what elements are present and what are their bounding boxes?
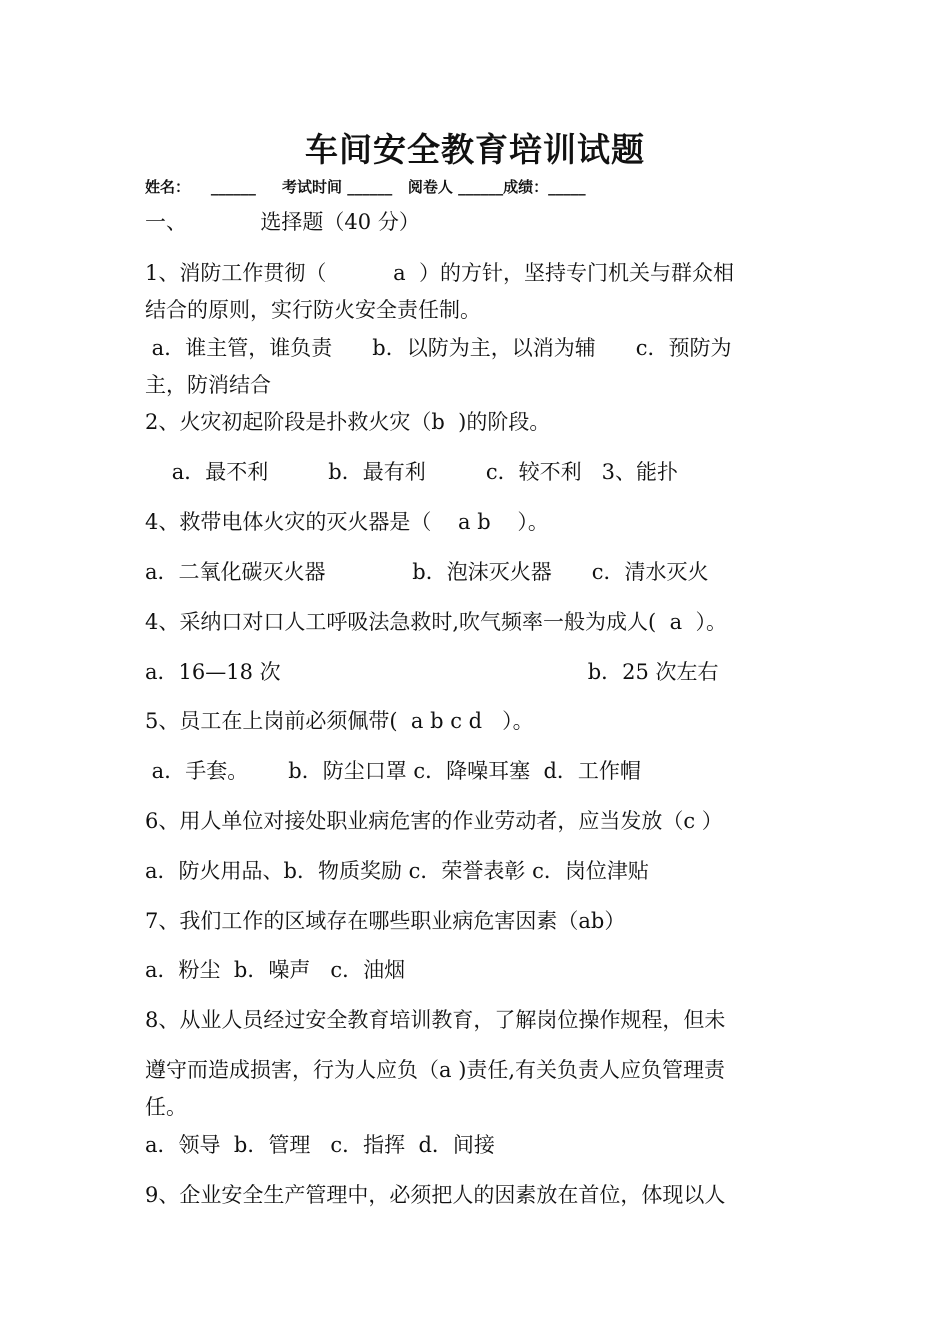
option-line: a．粉尘 b．噪声 c．油烟	[145, 958, 406, 982]
option-line: a．最不利 b．最有利 c．较不利 3、能扑	[145, 460, 678, 484]
option-line: a．二氧化碳灭火器 b．泡沫灭火器 c．清水灭火	[145, 560, 709, 584]
question-line: 5、员工在上岗前必须佩带( a b c d ）。	[145, 709, 534, 733]
option-line: 主，防消结合	[145, 373, 271, 397]
page-title: 车间安全教育培训试题	[305, 130, 645, 169]
question-line: 4、采纳口对口人工呼吸法急救时,吹气频率一般为成人( a ）。	[145, 610, 727, 634]
option-line: a．谁主管，谁负责 b．以防为主，以消为辅 c．预防为	[145, 336, 732, 360]
option-line: a．领导 b．管理 c．指挥 d．间接	[145, 1133, 495, 1157]
option-line: a．16—18 次 b．25 次左右	[145, 660, 719, 684]
question-line: 4、救带电体火灾的灭火器是（ a b ）。	[145, 510, 549, 534]
option-line: a．防火用品、b．物质奖励 c．荣誉表彰 c．岗位津贴	[145, 859, 649, 883]
question-line: 7、我们工作的区域存在哪些职业病危害因素（ab）	[145, 909, 626, 933]
question-line: 1、消防工作贯彻（ a ）的方针，坚持专门机关与群众相	[145, 261, 734, 285]
section-heading: 一、 选择题（40 分）	[145, 210, 420, 234]
exam-info-line: 姓名： ______ 考试时间 ______ 阅卷人 ______成绩：_____	[145, 178, 586, 196]
question-line: 8、从业人员经过安全教育培训教育，了解岗位操作规程，但未	[145, 1008, 726, 1032]
question-line: 9、企业安全生产管理中，必须把人的因素放在首位，体现以人	[145, 1183, 726, 1207]
question-line: 结合的原则，实行防火安全责任制。	[145, 298, 481, 322]
question-line: 6、用人单位对接处职业病危害的作业劳动者，应当发放（c ）	[145, 809, 723, 833]
question-line: 任。	[145, 1095, 187, 1119]
question-line: 遵守而造成损害，行为人应负（a )责任,有关负责人应负管理责	[145, 1058, 726, 1082]
option-line: a．手套。 b．防尘口罩 c．降噪耳塞 d．工作帽	[145, 759, 641, 783]
question-line: 2、火灾初起阶段是扑救火灾（b )的阶段。	[145, 410, 551, 434]
